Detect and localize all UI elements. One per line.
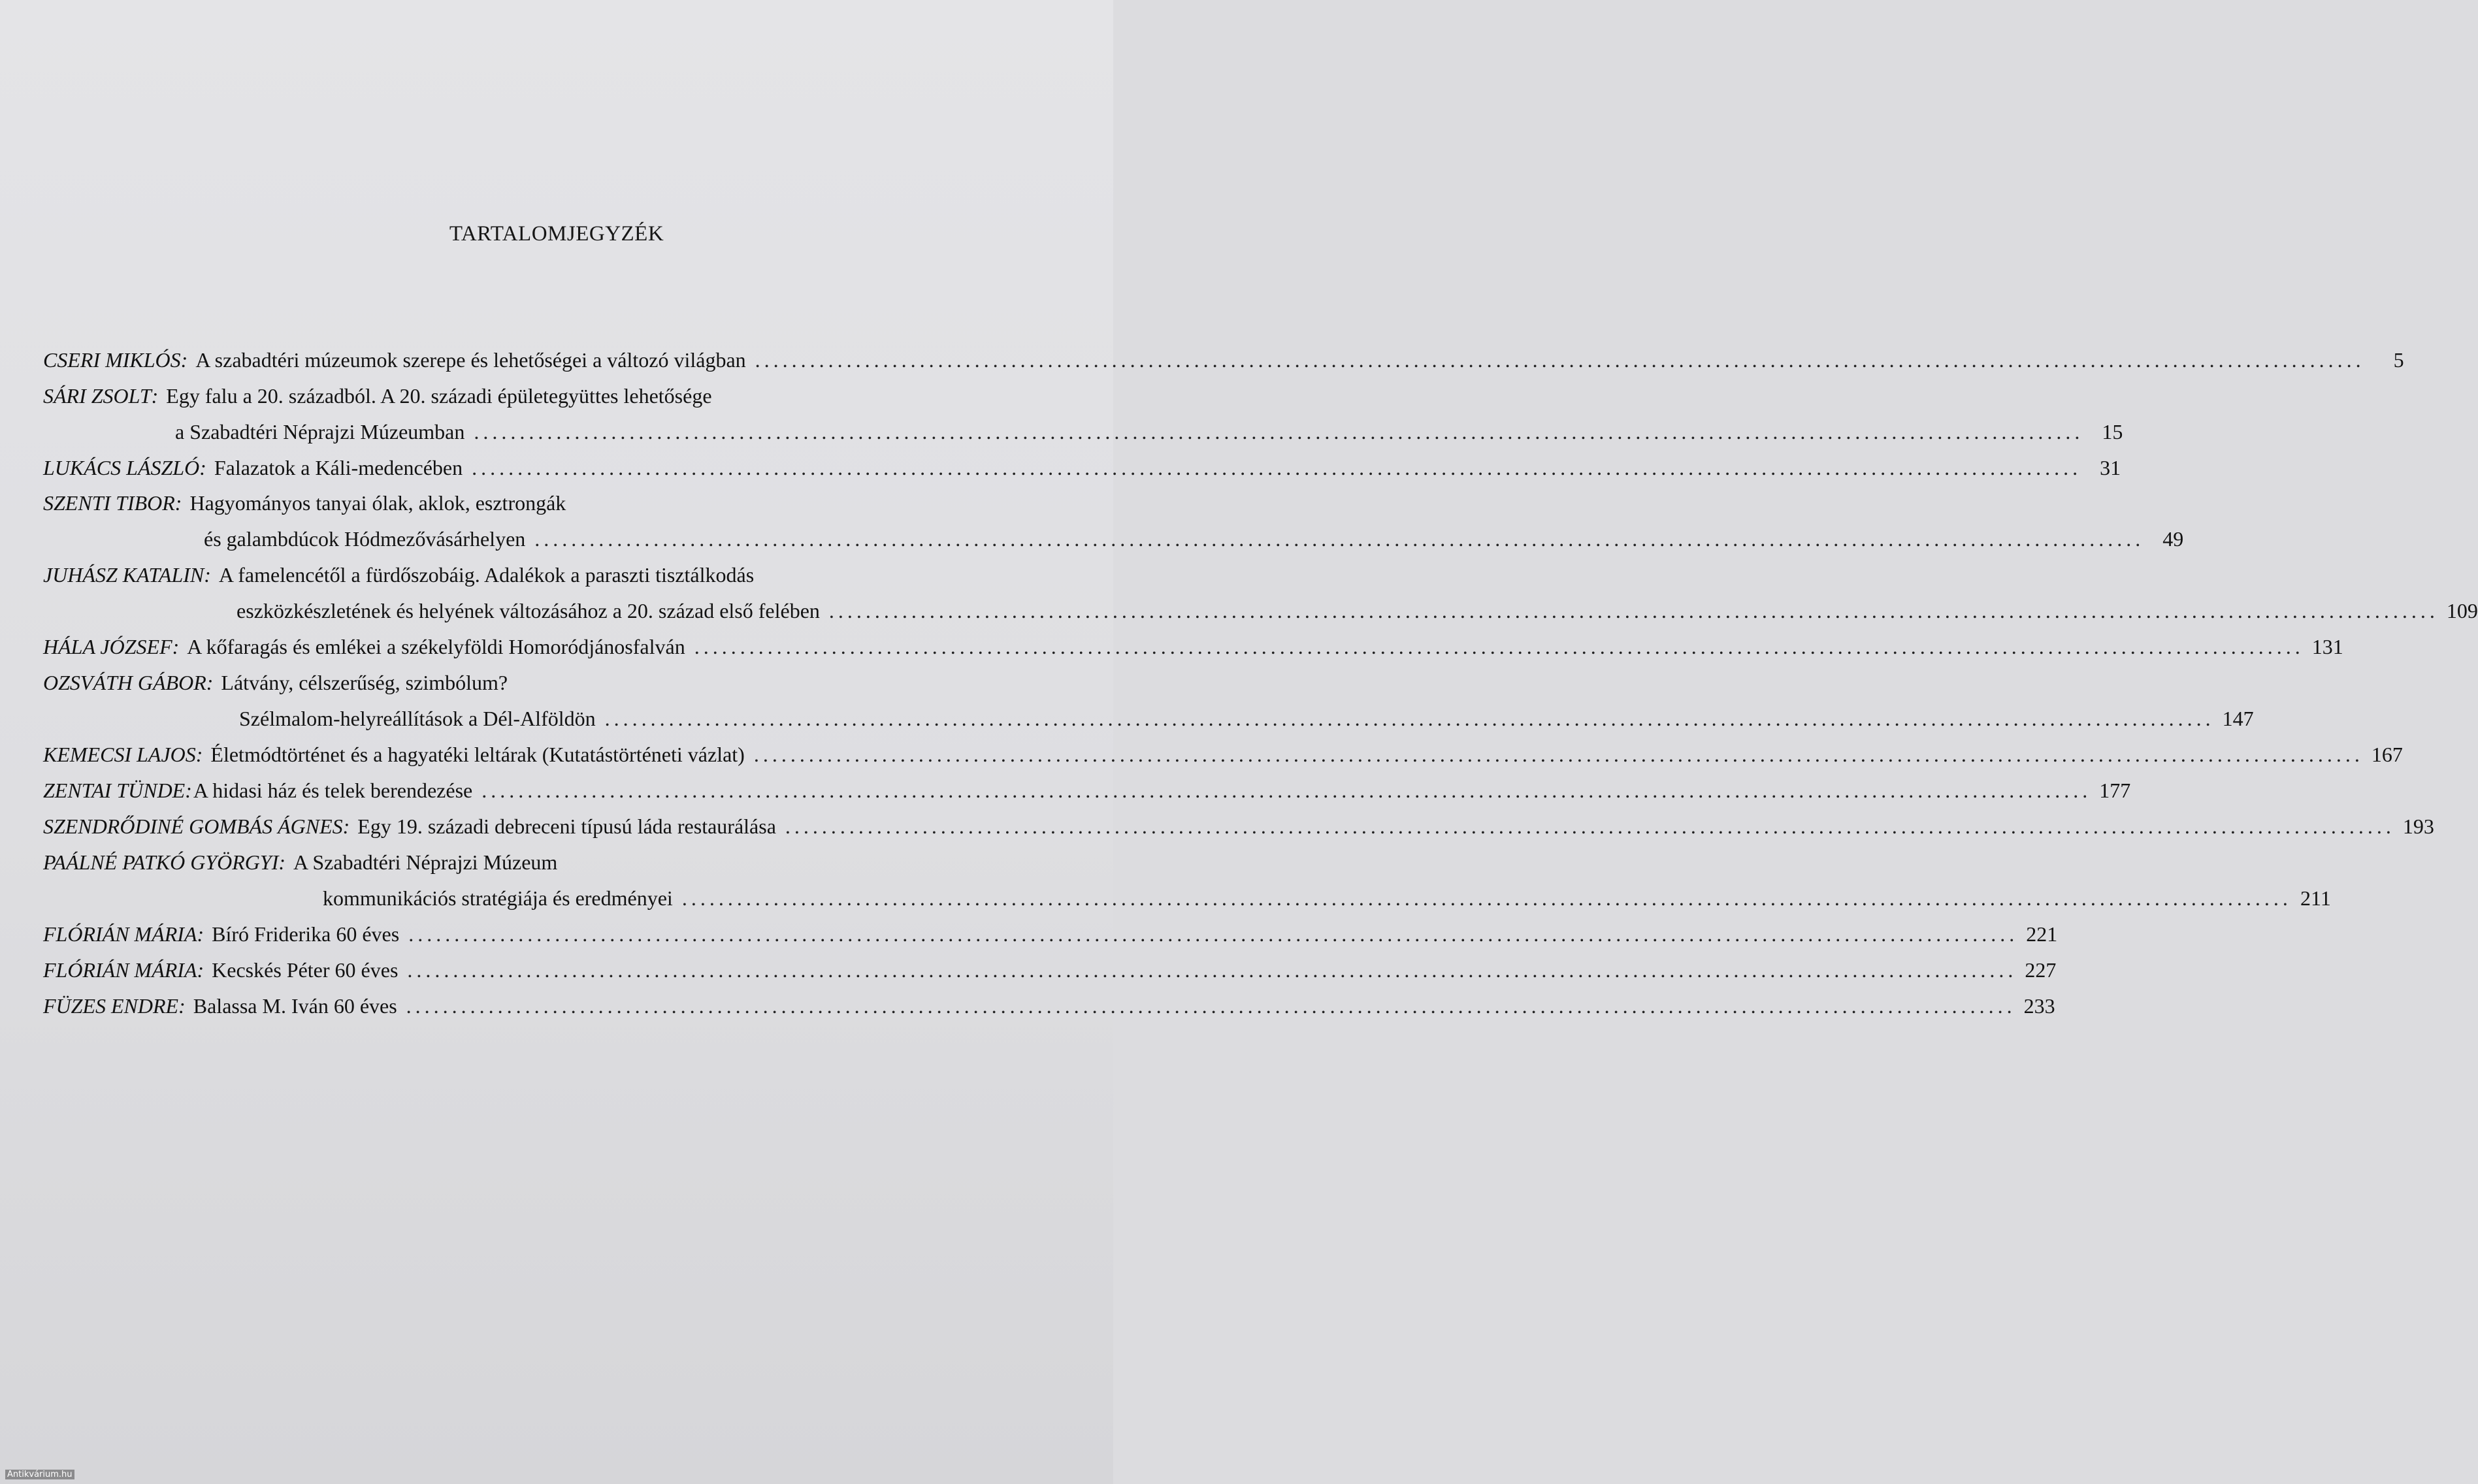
author-colon: : [180,348,188,372]
entry-title: A hidasi ház és telek berendezése [193,779,473,802]
author-colon: : [195,743,203,766]
entry-title: Balassa M. Iván 60 éves [193,994,397,1018]
entry-title: A kőfaragás és emlékei a székelyföldi Homoródjánosfalván [187,635,685,658]
toc-entry [43,815,2434,847]
toc-entry [43,563,1062,596]
toc-entry [43,348,2404,381]
author-colon: : [185,779,192,802]
toc-entry-continuation [43,420,2123,453]
entry-author: ZENTAI TÜNDE [43,779,186,802]
entry-title: Bíró Friderika 60 éves [212,922,400,946]
watermark-logo: Antikvárium.hu [5,1470,74,1479]
entry-title: Egy falu a 20. századból. A 20. századi épületegyüttes lehetősége [166,384,712,408]
toc-entry [43,850,1062,883]
entry-page-number: 5 [2393,348,2404,372]
dot-leader: ................................................................................................................................................................................ [785,815,2395,838]
toc-entry [43,635,2343,668]
entry-title: Falazatok a Káli-medencében [214,456,463,479]
entry-page-number: 31 [2100,456,2121,479]
toc-entry [43,384,1062,417]
author-colon: : [172,635,180,658]
entry-author: JUHÁSZ KATALIN [43,563,204,587]
entry-title: A famelencétől a fürdőszobáig. Adalékok a paraszti tisztálkodás [218,563,755,587]
entry-title: Egy 19. századi debreceni típusú láda restaurálása [357,815,776,838]
entry-page-number: 167 [2371,743,2403,766]
author-colon: : [342,815,350,838]
author-colon: : [204,563,211,587]
toc-entry [43,958,2057,991]
entry-author: HÁLA JÓZSEF [43,635,172,658]
entry-author: KEMECSI LAJOS [43,743,196,766]
dot-leader: ................................................................................................................................................................................ [681,886,2292,910]
entry-page-number: 147 [2222,707,2254,730]
entry-author: PAÁLNÉ PATKÓ GYÖRGYI [43,850,279,874]
entry-page-number: 49 [2162,527,2184,551]
entry-title: A szabadtéri múzeumok szerepe és lehetőségei a változó világban [195,348,746,372]
dot-leader: ................................................................................................................................................................................ [534,527,2145,551]
entry-author: CSERI MIKLÓS [43,348,181,372]
entry-title: Látvány, célszerűség, szimbólum? [221,671,508,694]
dot-leader: ................................................................................................................................................................................ [407,958,2017,982]
dot-leader: ................................................................................................................................................................................ [828,599,2439,622]
entry-title: Szélmalom-helyreállítások a Dél-Alföldön [239,707,596,730]
entry-author: OZSVÁTH GÁBOR [43,671,206,694]
entry-title: kommunikációs stratégiája és eredményei [323,886,673,910]
dot-leader: ................................................................................................................................................................................ [474,420,2084,444]
toc-entry [43,922,2058,955]
entry-author: FLÓRIÁN MÁRIA [43,922,197,946]
entry-author: LUKÁCS LÁSZLÓ [43,456,200,479]
entry-page-number: 233 [2023,994,2055,1018]
author-colon: : [174,491,182,515]
entry-page-number: 15 [2102,420,2123,444]
entry-title: Hagyományos tanyai ólak, aklok, esztrongák [189,491,566,515]
entry-author: FLÓRIÁN MÁRIA [43,958,197,982]
author-colon: : [178,994,186,1018]
entry-title: eszközkészletének és helyének változásához a 20. század első felében [236,599,820,622]
toc-entry [43,456,2121,489]
dot-leader: ................................................................................................................................................................................ [472,456,2082,479]
entry-page-number: 177 [2099,779,2131,802]
author-colon: : [206,671,214,694]
entry-title: Kecskés Péter 60 éves [212,958,399,982]
author-colon: : [197,922,204,946]
entry-page-number: 227 [2025,958,2057,982]
page-title: TARTALOMJEGYZÉK [449,222,664,246]
entry-title: A Szabadtéri Néprajzi Múzeum [293,850,558,874]
entry-author: SZENTI TIBOR [43,491,175,515]
entry-title: és galambdúcok Hódmezővásárhelyen [204,527,526,551]
entry-page-number: 193 [2402,815,2434,838]
entry-author: FÜZES ENDRE [43,994,179,1018]
entry-page-number: 211 [2300,886,2331,910]
entry-author: SÁRI ZSOLT [43,384,152,408]
dot-leader: ................................................................................................................................................................................ [481,779,2092,802]
toc-entry [43,779,2131,811]
dot-leader: ................................................................................................................................................................................ [753,743,2364,766]
entry-author: SZENDRŐDINÉ GOMBÁS ÁGNES [43,815,343,838]
toc-entry [43,491,1062,524]
dot-leader: ................................................................................................................................................................................ [408,922,2019,946]
dot-leader: ................................................................................................................................................................................ [755,348,2365,372]
toc-entry-continuation [43,527,2184,560]
toc-entry-continuation [43,707,2254,739]
dot-leader: ................................................................................................................................................................................ [406,994,2016,1018]
toc-entry [43,743,2403,775]
entry-title: a Szabadtéri Néprajzi Múzeumban [175,420,465,444]
entry-title: Életmódtörténet és a hagyatéki leltárak (Kutatástörténeti vázlat) [210,743,745,766]
toc-entry [43,671,1062,703]
author-colon: : [199,456,206,479]
entry-page-number: 131 [2311,635,2343,658]
author-colon: : [151,384,159,408]
author-colon: : [278,850,286,874]
toc-entry-continuation [43,886,2331,919]
dot-leader: ................................................................................................................................................................................ [604,707,2215,730]
toc-entry [43,994,2055,1027]
entry-page-number: 221 [2026,922,2058,946]
dot-leader: ................................................................................................................................................................................ [694,635,2304,658]
entry-page-number: 109 [2446,599,2478,622]
author-colon: : [197,958,204,982]
toc-entry-continuation [43,599,2478,632]
